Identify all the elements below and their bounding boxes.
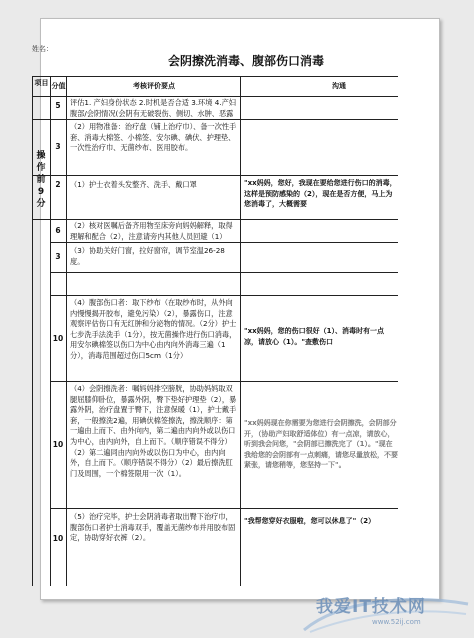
row-criteria: （1）护士衣着头发整齐、洗手、戴口罩 — [70, 180, 197, 189]
row-criteria: （2）用物准备：治疗盘（铺上治疗巾）、备一次性手套、消毒大棉签、小棉签、安尔碘、碘伏、护理垫、一次性治疗巾、无菌纱布、医用胶布。 — [70, 122, 237, 153]
header-criteria: 考核评价要点 — [133, 82, 175, 90]
row-criteria: （4）腹部伤口者：取下纱布（在取纱布时，从外向内慢慢揭开胶布，避免污染）（2），暴露伤口，注意观察评估伤口有无红肿和分泌物的情况。（2分）护士七步洗手法洗手（1分），按无菌操作进行伤口消毒，用安尔碘棉签以伤口为中心由内向外消毒三遍（1分），消毒范围超过伤口5cm（1分） — [70, 298, 237, 360]
row-score: 3 — [55, 142, 61, 151]
row-score: 5 — [55, 101, 61, 110]
row-criteria: （3）协助关好门窗，拉好窗帘，调节室温26-28度。 — [70, 246, 225, 266]
row-score: 10 — [52, 534, 64, 543]
watermark-text: 我爱IT技术网 — [316, 597, 426, 617]
row-criteria: （2）核对医嘱后备齐用物至床旁向妈妈解释，取得理解和配合（2），注意请旁内其他人员回避（1） — [70, 221, 233, 241]
assessment-table — [32, 76, 398, 586]
row-score: 2 — [55, 180, 61, 189]
row-criteria: 评估1. 产妇身份状态 2.时机是否合适 3.环境 4.产妇腹部/会阴情况(会阴有无破裂伤、侧切、水肿、恶露 — [70, 98, 236, 118]
row-score: 10 — [52, 440, 64, 449]
row-score: 10 — [52, 334, 64, 343]
row-communication: "xx妈妈现在你需要为您进行会阴擦洗，会阴部分开，（协助产妇取舒适体位）有一点凉，请放心，听到我会问您，"会阴部已擦洗完了（1）。"现在我给您的会阴部有一点刺痛，请您尽量放松，不要紧张，请您稍等，您坚持一下"。 — [244, 419, 398, 470]
header-item: 项目 — [34, 79, 49, 87]
header-score: 分值 — [51, 82, 66, 90]
row-communication: "xx妈妈，您好，我现在要给您进行伤口的消毒，这样是预防感染的（2），现在是否方便，马上为您消毒了，大概需要 — [244, 179, 397, 209]
row-criteria: （4）会阴擦洗者：嘱妈妈排空膀胱，协助妈妈取双腿屈膝仰卧位，暴露外阴，臀下垫好护理垫（2），暴露外阴，治疗盘置于臀下，注意保暖（1），护士戴手套，一般擦洗2遍，用碘伏棉签擦洗，擦洗顺序：第一遍由上而下、由外向内，第二遍由内向外或以伤口为中心，由内向外，自上而下。（顺序错误不得分）（2）第二遍同由内向外或以伤口为中心，由内向外，自上而下。（顺序错误不得分）（2）最后擦洗肛门及周围，一个棉签限用一次（1）。 — [70, 384, 237, 478]
row-criteria: （5）治疗完毕，护士会阴消毒者取出臀下治疗巾，腹部伤口者护士消毒双手，覆盖无菌纱布并用胶布固定，协助穿好衣裤（2）。 — [70, 512, 236, 543]
document-title: 会阴擦洗消毒、腹部伤口消毒 — [168, 54, 325, 68]
section-label-pre-operation: 操作前9分 — [36, 151, 46, 209]
header-communication: 沟通 — [332, 82, 346, 90]
watermark-url: www.52ij.com — [372, 618, 421, 626]
name-label: 姓名： — [32, 45, 53, 53]
row-communication: "我帮您穿好衣服啦，您可以休息了"（2） — [244, 517, 376, 525]
row-score: 3 — [55, 252, 61, 261]
row-score: 6 — [55, 226, 61, 235]
row-communication: "xx妈妈，您的伤口很好（1）、消毒时有一点凉，请放心（1）。"查敷伤口 — [244, 327, 385, 346]
